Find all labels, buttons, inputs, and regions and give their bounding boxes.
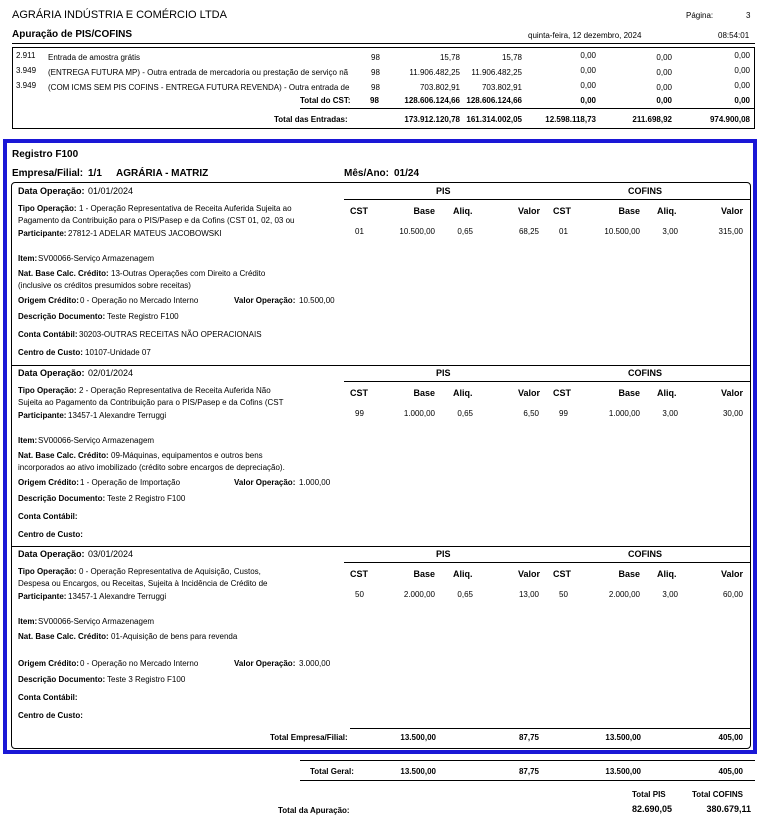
participante-value: 13457-1 Alexandre Terruggi (68, 411, 167, 420)
data-operacao-label: Data Operação: (18, 186, 85, 196)
cofins-header: COFINS (628, 186, 663, 196)
total-cst-v1: 128.606.124,66 (404, 96, 460, 105)
pis-cst-header: CST (350, 569, 368, 579)
total-apuracao-label: Total da Apuração: (278, 806, 350, 815)
origem-credito-value: 0 - Operação no Mercado Interno (80, 659, 199, 668)
total-entradas-v4: 211.698,92 (632, 115, 672, 124)
nat-base-label: Nat. Base Calc. Crédito: (18, 269, 109, 278)
tipo-operacao-line2: Despesa ou Encargos, ou Receitas, Sujeita à Incidência de Crédito de (18, 579, 268, 588)
entry-cfop: 2.911 (16, 51, 36, 60)
total-geral-divider-bottom (300, 780, 755, 781)
page-label: Página: (686, 11, 714, 20)
cofins-header: COFINS (628, 549, 663, 559)
conta-contabil-label: Conta Contábil: (18, 693, 78, 702)
conta-contabil-label: Conta Contábil: (18, 512, 78, 521)
total-cst-v3: 0,00 (580, 96, 596, 105)
pis-base-header: Base (413, 206, 435, 216)
participante-label: Participante: (18, 411, 67, 420)
entry-cfop: 3.949 (16, 81, 37, 90)
valor-operacao-value: 10.500,00 (299, 296, 335, 305)
centro-custo-value: 10107-Unidade 07 (85, 348, 151, 357)
nat-base-label: Nat. Base Calc. Crédito: (18, 632, 109, 641)
item-label: Item: (18, 254, 38, 263)
participante-value: 27812-1 ADELAR MATEUS JACOBOWSKI (68, 229, 222, 238)
entry-value-5: 0,00 (734, 51, 750, 60)
entry-value-1: 15,78 (439, 53, 460, 62)
entry-cst: 98 (371, 83, 380, 92)
entry-value-5: 0,00 (734, 81, 750, 90)
cofins-cst-value: 50 (559, 590, 568, 599)
pis-base-header: Base (413, 569, 435, 579)
origem-credito-label: Origem Crédito: (18, 659, 79, 668)
entry-cst: 98 (371, 68, 380, 77)
header-divider (12, 43, 755, 44)
descricao-documento-value: Teste 2 Registro F100 (107, 494, 186, 503)
origem-credito-value: 0 - Operação no Mercado Interno (80, 296, 199, 305)
cofins-base-value: 10.500,00 (604, 227, 640, 236)
nat-base-line1: 01-Aquisição de bens para revenda (111, 632, 238, 641)
total-geral-divider-top (300, 760, 755, 761)
cofins-aliq-value: 3,00 (662, 227, 678, 236)
origem-credito-value: 1 - Operação de Importação (80, 478, 181, 487)
origem-credito-label: Origem Crédito: (18, 296, 79, 305)
entry-description: (COM ICMS SEM PIS COFINS - ENTREGA FUTURA REVENDA) - Outra entrada de (48, 83, 350, 92)
pis-aliq-header: Aliq. (453, 206, 473, 216)
registro-title: Registro F100 (12, 149, 79, 160)
nat-base-line1: 09-Máquinas, equipamentos e outros bens (111, 451, 263, 460)
total-pis-label: Total PIS (632, 790, 666, 799)
cofins-valor-value: 60,00 (722, 590, 743, 599)
empresa-value: 1/1 (88, 168, 102, 179)
tipo-operacao-line1: 1 - Operação Representativa de Receita Auferida Sujeita ao (79, 204, 292, 213)
pis-cst-header: CST (350, 206, 368, 216)
cofins-cst-header: CST (553, 388, 571, 398)
descricao-documento-label: Descrição Documento: (18, 494, 106, 503)
pis-base-value: 10.500,00 (399, 227, 435, 236)
total-geral-cof-valor: 405,00 (718, 767, 743, 776)
descricao-documento-value: Teste Registro F100 (107, 312, 179, 321)
conta-contabil-label: Conta Contábil: (18, 330, 78, 339)
page-number: 3 (746, 11, 751, 20)
entry-description: Entrada de amostra grátis (48, 53, 141, 62)
centro-custo-label: Centro de Custo: (18, 711, 83, 720)
descricao-documento-value: Teste 3 Registro F100 (107, 675, 186, 684)
pis-cst-value: 50 (355, 590, 364, 599)
entry-value-5: 0,00 (734, 66, 750, 75)
entry-value-2: 703.802,91 (481, 83, 522, 92)
cofins-valor-value: 30,00 (722, 409, 743, 418)
total-geral-cof-base: 13.500,00 (605, 767, 641, 776)
entry-value-4: 0,00 (656, 68, 672, 77)
total-empresa-divider (350, 728, 750, 729)
tax-header-divider (344, 381, 750, 382)
cofins-cst-header: CST (553, 206, 571, 216)
cofins-base-header: Base (618, 388, 640, 398)
data-operacao-value: 03/01/2024 (88, 549, 134, 559)
cofins-valor-header: Valor (720, 569, 743, 579)
total-cst-label: Total do CST: (300, 96, 351, 105)
cofins-base-header: Base (618, 569, 640, 579)
pis-header: PIS (436, 549, 451, 559)
total-entradas-v2: 161.314.002,05 (466, 115, 522, 124)
operation-divider (12, 546, 750, 547)
empresa-label: Empresa/Filial: (12, 168, 84, 179)
valor-operacao-label: Valor Operação: (234, 296, 296, 305)
pis-aliq-value: 0,65 (457, 409, 473, 418)
participante-label: Participante: (18, 592, 67, 601)
nat-base-line2: (inclusive os créditos presumidos sobre receitas) (18, 281, 191, 290)
total-cofins-label: Total COFINS (692, 790, 743, 799)
conta-contabil-value: 30203-OUTRAS RECEITAS NÃO OPERACIONAIS (79, 330, 262, 339)
pis-header: PIS (436, 186, 451, 196)
valor-operacao-label: Valor Operação: (234, 478, 296, 487)
valor-operacao-value: 1.000,00 (299, 478, 331, 487)
tipo-operacao-line2: Sujeita ao Pagamento da Contribuição para o PIS/Pasep e da Cofins (CST (18, 398, 284, 407)
total-pis-value: 82.690,05 (631, 804, 672, 814)
total-empresa-pis-base: 13.500,00 (400, 733, 436, 742)
entry-value-3: 0,00 (580, 66, 596, 75)
cofins-aliq-value: 3,00 (662, 409, 678, 418)
entry-value-4: 0,00 (656, 53, 672, 62)
entry-value-4: 0,00 (656, 83, 672, 92)
cofins-base-value: 1.000,00 (608, 409, 640, 418)
pis-valor-value: 13,00 (518, 590, 539, 599)
pis-base-value: 1.000,00 (403, 409, 435, 418)
nat-base-label: Nat. Base Calc. Crédito: (18, 451, 109, 460)
pis-header: PIS (436, 368, 451, 378)
total-empresa-cof-base: 13.500,00 (605, 733, 641, 742)
total-entradas-v3: 12.598.118,73 (545, 115, 596, 124)
entry-cst: 98 (371, 53, 380, 62)
empresa-name: AGRÁRIA - MATRIZ (116, 168, 209, 179)
tipo-operacao-line1: 0 - Operação Representativa de Aquisição, Custos, (79, 567, 261, 576)
cofins-aliq-header: Aliq. (657, 388, 677, 398)
total-empresa-cof-valor: 405,00 (718, 733, 743, 742)
cofins-aliq-header: Aliq. (657, 206, 677, 216)
tax-header-divider (344, 562, 750, 563)
entry-value-3: 0,00 (580, 81, 596, 90)
total-cofins-value: 380.679,11 (706, 804, 751, 814)
pis-aliq-header: Aliq. (453, 388, 473, 398)
pis-valor-value: 6,50 (523, 409, 539, 418)
total-entradas-v1: 173.912.120,78 (404, 115, 460, 124)
pis-base-value: 2.000,00 (403, 590, 435, 599)
total-empresa-label: Total Empresa/Filial: (270, 733, 348, 742)
cofins-base-value: 2.000,00 (608, 590, 640, 599)
cofins-valor-header: Valor (720, 206, 743, 216)
centro-custo-label: Centro de Custo: (18, 348, 83, 357)
total-geral-pis-base: 13.500,00 (400, 767, 436, 776)
total-entradas-label: Total das Entradas: (274, 115, 348, 124)
pis-aliq-header: Aliq. (453, 569, 473, 579)
nat-base-line2: incorporados ao ativo imobilizado (crédito sobre encargos de depreciação). (18, 463, 285, 472)
entry-value-1: 703.802,91 (419, 83, 460, 92)
item-label: Item: (18, 617, 38, 626)
pis-cst-value: 99 (355, 409, 364, 418)
pis-valor-header: Valor (517, 206, 540, 216)
cofins-valor-value: 315,00 (718, 227, 743, 236)
cofins-valor-header: Valor (720, 388, 743, 398)
report-title: Apuração de PIS/COFINS (12, 29, 133, 40)
item-value: SV00066-Serviço Armazenagem (38, 254, 155, 263)
origem-credito-label: Origem Crédito: (18, 478, 79, 487)
entry-value-1: 11.906.482,25 (409, 68, 460, 77)
total-cst-code: 98 (370, 96, 379, 105)
entry-value-2: 15,78 (501, 53, 522, 62)
entry-cfop: 3.949 (16, 66, 37, 75)
tax-header-divider (344, 199, 750, 200)
tipo-operacao-line1: 2 - Operação Representativa de Receita Auferida Não (79, 386, 271, 395)
report-time: 08:54:01 (718, 31, 750, 40)
total-cst-v5: 0,00 (734, 96, 750, 105)
tipo-operacao-label: Tipo Operação: (18, 204, 77, 213)
pis-cst-header: CST (350, 388, 368, 398)
valor-operacao-value: 3.000,00 (299, 659, 331, 668)
total-cst-v4: 0,00 (656, 96, 672, 105)
cofins-cst-value: 01 (559, 227, 568, 236)
total-cst-v2: 128.606.124,66 (466, 96, 522, 105)
descricao-documento-label: Descrição Documento: (18, 312, 106, 321)
tipo-operacao-line2: Pagamento da Contribuição para o PIS/Pasep e da Cofins (CST 01, 02, 03 ou (18, 216, 295, 225)
total-geral-label: Total Geral: (310, 767, 354, 776)
entry-value-3: 0,00 (580, 51, 596, 60)
data-operacao-label: Data Operação: (18, 368, 85, 378)
tipo-operacao-label: Tipo Operação: (18, 567, 77, 576)
participante-value: 13457-1 Alexandre Terruggi (68, 592, 167, 601)
report-date: quinta-feira, 12 dezembro, 2024 (528, 31, 642, 40)
mes-value: 01/24 (394, 168, 420, 179)
nat-base-line1: 13-Outras Operações com Direito a Crédito (111, 269, 266, 278)
data-operacao-label: Data Operação: (18, 549, 85, 559)
total-geral-pis-valor: 87,75 (518, 767, 539, 776)
pis-base-header: Base (413, 388, 435, 398)
total-empresa-pis-valor: 87,75 (518, 733, 539, 742)
total-cst-divider (300, 108, 755, 109)
pis-aliq-value: 0,65 (457, 590, 473, 599)
tipo-operacao-label: Tipo Operação: (18, 386, 77, 395)
item-value: SV00066-Serviço Armazenagem (38, 617, 155, 626)
item-value: SV00066-Serviço Armazenagem (38, 436, 155, 445)
pis-aliq-value: 0,65 (457, 227, 473, 236)
entry-value-2: 11.906.482,25 (471, 68, 522, 77)
participante-label: Participante: (18, 229, 67, 238)
pis-valor-header: Valor (517, 569, 540, 579)
descricao-documento-label: Descrição Documento: (18, 675, 106, 684)
pis-valor-header: Valor (517, 388, 540, 398)
data-operacao-value: 01/01/2024 (88, 186, 134, 196)
cofins-header: COFINS (628, 368, 663, 378)
centro-custo-label: Centro de Custo: (18, 530, 83, 539)
cofins-base-header: Base (618, 206, 640, 216)
cofins-cst-value: 99 (559, 409, 568, 418)
data-operacao-value: 02/01/2024 (88, 368, 134, 378)
operation-divider (12, 365, 750, 366)
cofins-cst-header: CST (553, 569, 571, 579)
entry-description: (ENTREGA FUTURA MP) - Outra entrada de mercadoria ou prestação de serviço nã (48, 68, 349, 77)
mes-label: Mês/Ano: (344, 168, 389, 179)
total-entradas-v5: 974.900,08 (709, 115, 750, 124)
pis-cst-value: 01 (355, 227, 364, 236)
cofins-aliq-header: Aliq. (657, 569, 677, 579)
valor-operacao-label: Valor Operação: (234, 659, 296, 668)
item-label: Item: (18, 436, 38, 445)
cofins-aliq-value: 3,00 (662, 590, 678, 599)
company-name: AGRÁRIA INDÚSTRIA E COMÉRCIO LTDA (12, 9, 227, 21)
pis-valor-value: 68,25 (518, 227, 539, 236)
